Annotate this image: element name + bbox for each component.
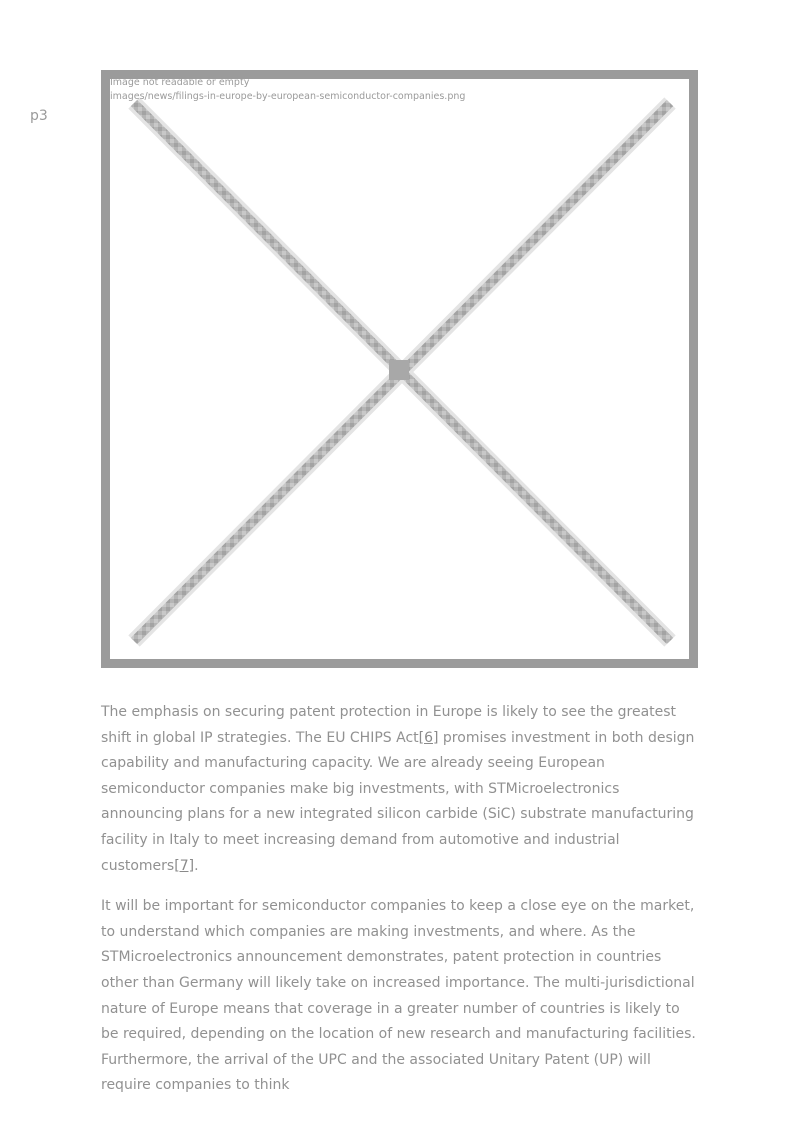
footnote-link-6[interactable]: [6] bbox=[418, 729, 439, 746]
paragraph-text: . bbox=[194, 857, 199, 874]
paragraph-text: The emphasis on securing patent protection in Europe is likely to see the greatest shift in global IP strategies. The EU CHIPS Act bbox=[101, 704, 677, 746]
image-error-text: Image not readable or empty bbox=[110, 77, 250, 88]
image-error-caption bbox=[110, 76, 465, 104]
page-number: p3 bbox=[30, 108, 48, 124]
image-path: images/news/filings-in-europe-by-european-semiconductor-companies.png bbox=[110, 91, 466, 102]
paragraph: It will be important for semiconductor companies to keep a close eye on the market, to understand which companies are making investments, and where. As the STMicroelectronics announcement demonstrates, patent protection in countries other than Germany will likely take on increased importance. The multi-jurisdictional nature of Europe means that coverage in a greater number of countries is likely to be required, depending on the location of new research and manufacturing facilities. Furthermore, the arrival of the UPC and the associated Unitary Patent (UP) will require companies to think bbox=[101, 898, 696, 1094]
paragraph-text: promises investment in both design capability and manufacturing capacity. We are already seeing European semiconductor companies make big investments, with STMicroelectronics announcing plans for a new integrated silicon carbide (SiC) substrate manufacturing facility in Italy to meet increasing demand from automotive and industrial customers bbox=[101, 729, 695, 874]
broken-image-x-icon bbox=[110, 79, 689, 659]
article-body bbox=[101, 700, 701, 1114]
footnote-link-7[interactable]: [7] bbox=[174, 857, 195, 874]
broken-image-placeholder bbox=[101, 70, 698, 668]
paragraph bbox=[101, 700, 701, 879]
